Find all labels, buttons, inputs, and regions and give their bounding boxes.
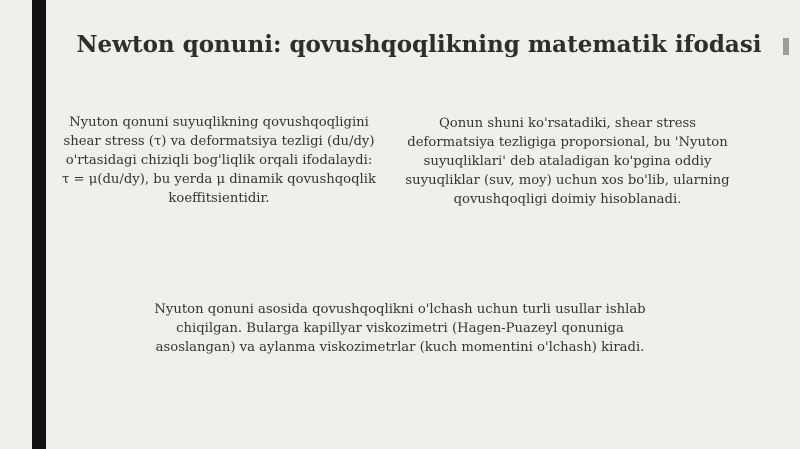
title-accent-mark xyxy=(783,38,789,55)
slide-title: Newton qonuni: qovushqoqlikning matematik ifodasi xyxy=(76,31,762,58)
paragraph-left: Nyuton qonuni suyuqlikning qovushqoqligini shear stress (τ) va deformatsiya tezligi (du/dy) o'rtasidagi chiziqli bog'liqlik orqali ifodalaydi: τ = μ(du/dy), bu yerda μ dinamik qovushqoqlik koeffitsientidir. xyxy=(62,115,376,206)
paragraph-bottom: Nyuton qonuni asosida qovushqoqlikni o'lchash uchun turli usullar ishlab chiqilgan. Bularga kapillyar viskozimetri (Hagen-Puazeyl qonuniga asoslangan) va aylanma viskozimetrlar (kuch momentini o'lchash) kiradi. xyxy=(154,302,646,355)
paragraph-right: Qonun shuni ko'rsatadiki, shear stress deformatsiya tezligiga proporsional, bu 'Nyuton suyuqliklari' deb ataladigan ko'pgina oddiy suyuqliklar (suv, moy) uchun xos bo'lib, ularning qovushqoqligi doimiy hisoblanadi. xyxy=(405,116,730,207)
left-decorative-bar xyxy=(32,0,46,449)
